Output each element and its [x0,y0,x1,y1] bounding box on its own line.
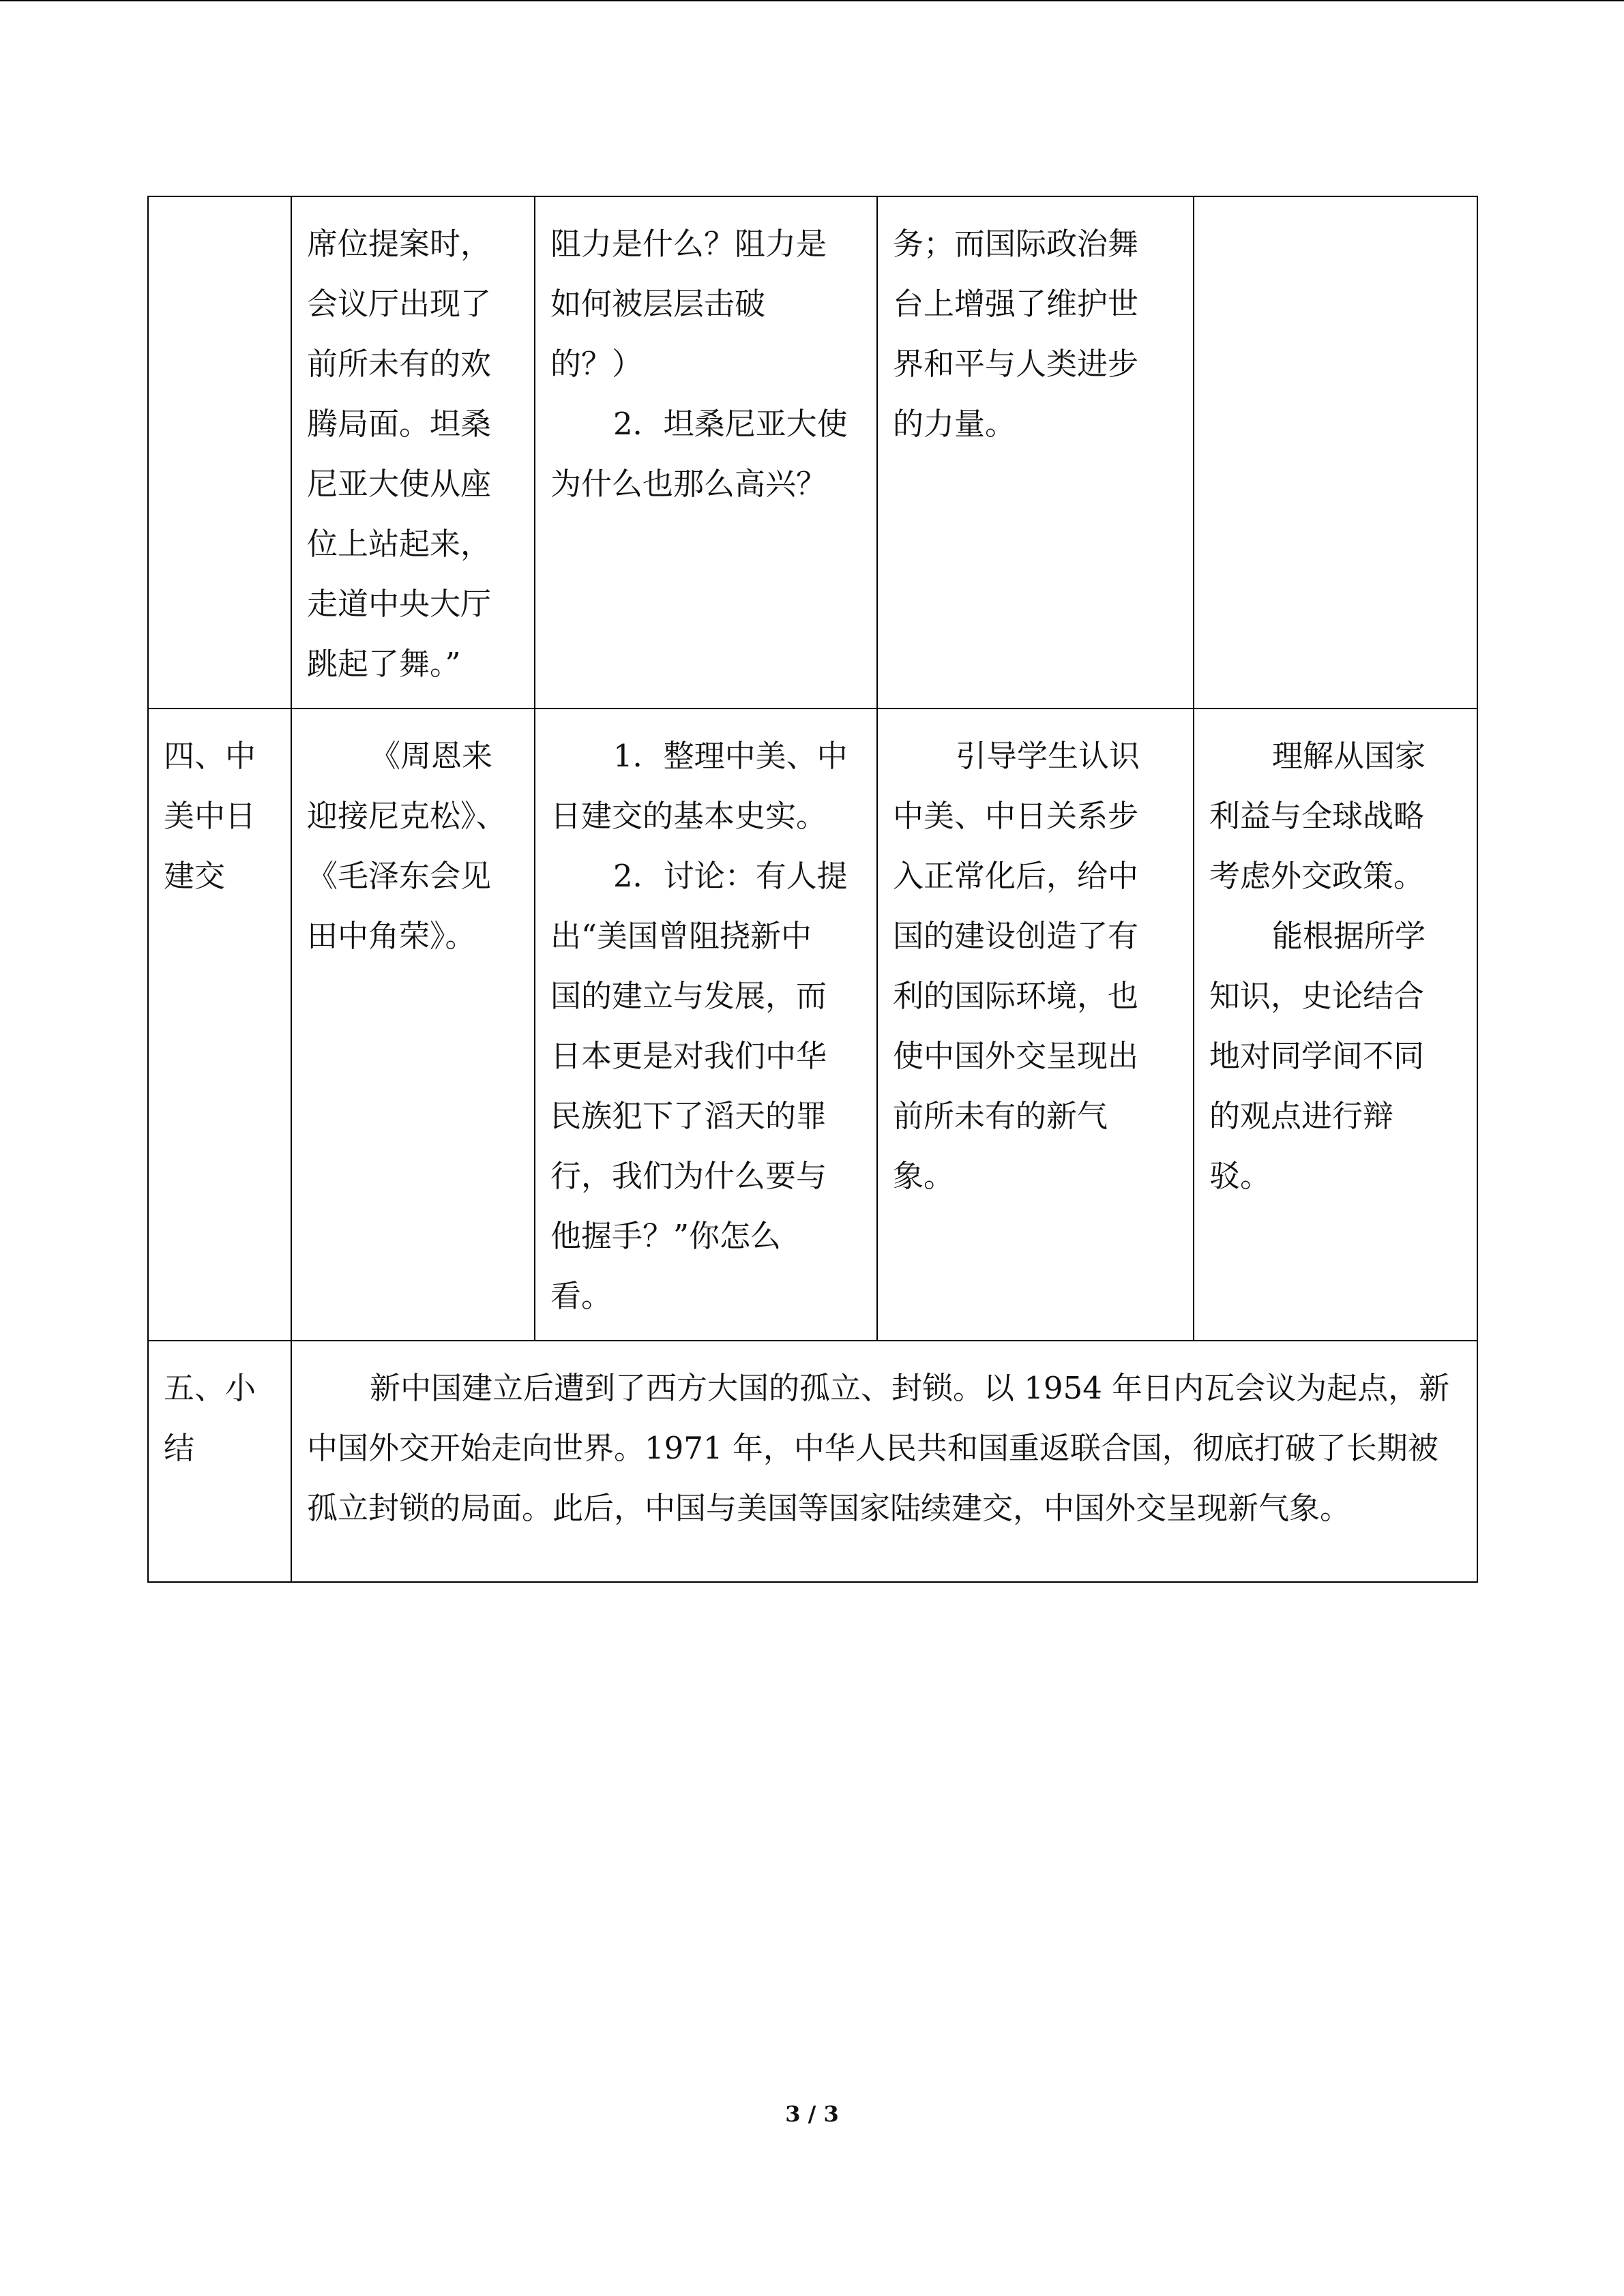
table-row [148,709,1477,1341]
summary-cell [291,1341,1477,1582]
cell-line: 台上增强了维护世 [893,286,1139,322]
cell-line: 驳。 [1209,1158,1271,1194]
cell-line: 象。 [893,1158,955,1194]
top-rule [0,0,1624,1]
cell-line: 跳起了舞。” [307,646,461,682]
cell-line: 入正常化后，给中 [893,858,1139,894]
cell-line: 中美、中日关系步 [893,798,1139,834]
cell-line: 腾局面。坦桑 [307,406,492,442]
activity-cell [535,709,877,1341]
cell-line: 2．坦桑尼亚大使 [613,406,848,442]
cell-line: 日建交的基本史实。 [550,798,827,834]
cell-line: 引导学生认识 [956,738,1140,774]
cell-line: 《毛泽东会见 [307,858,492,894]
cell-line: 迎接尼克松》、 [307,798,507,834]
cell-line: 前所未有的新气 [893,1098,1108,1134]
cell-line: 尼亚大使从座 [307,466,492,502]
cell-line: 的力量。 [893,406,1016,442]
cell-line: 行，我们为什么要与 [550,1158,827,1194]
goal-cell [1194,709,1477,1341]
material-cell [291,196,535,709]
material-cell [291,709,535,1341]
cell-line: 四、中 [164,738,256,774]
cell-line: 田中角荣》。 [307,918,476,954]
cell-line: 界和平与人类进步 [893,346,1139,382]
cell-line: 民族犯下了滔天的罪 [550,1098,827,1134]
cell-line: 会议厅出现了 [307,286,492,322]
cell-line: 美中日 [164,798,256,834]
stage-cell [148,709,291,1341]
cell-line: 地对同学间不同 [1209,1038,1425,1074]
cell-line: 走道中央大厅 [307,586,492,622]
cell-line: 国的建立与发展，而 [550,978,827,1014]
cell-line: 利益与全球战略 [1209,798,1425,834]
cell-line: 看。 [550,1278,612,1314]
cell-line: 前所未有的欢 [307,346,492,382]
cell-line: 考虑外交政策。 [1209,858,1425,894]
cell-line: 日本更是对我们中华 [550,1038,827,1074]
goal-cell [1194,196,1477,709]
cell-line: 能根据所学 [1272,918,1426,954]
cell-line: 建交 [164,858,226,894]
cell-line: 位上站起来， [307,526,492,562]
cell-line: 2．讨论：有人提 [613,858,848,894]
cell-line: 五、小 [164,1370,256,1406]
stage-cell [148,1341,291,1582]
lesson-plan-table [147,196,1478,1583]
page-number: 3 / 3 [785,2101,839,2127]
summary-text: 新中国建立后遭到了西方大国的孤立、封锁。以 1954 年日内瓦会议为起点，新中国外交开始走向世界。1971 年，中华人民共和国重返联合国，彻底打破了长期被孤立封锁的局面。此后，中国与美国等国家陆续建交，中国外交呈现新气象。 [307,1370,1450,1526]
table-row [148,196,1477,709]
cell-line: 使中国外交呈现出 [893,1038,1139,1074]
cell-line: 务；而国际政治舞 [893,226,1139,262]
cell-line: 为什么也那么高兴？ [550,466,827,502]
cell-line: 他握手？”你怎么 [550,1218,782,1254]
cell-line: 的观点进行辩 [1209,1098,1394,1134]
cell-line: 如何被层层击破 [550,286,766,322]
cell-line: 《周恩来 [370,738,493,774]
cell-line: 出“美国曾阻挠新中 [550,918,812,954]
cell-line: 理解从国家 [1272,738,1426,774]
cell-line: 席位提案时， [307,226,492,262]
cell-line: 利的国际环境，也 [893,978,1139,1014]
stage-cell [148,196,291,709]
cell-line: 结 [164,1430,195,1466]
cell-line: 1．整理中美、中 [613,738,848,774]
guidance-cell [877,709,1194,1341]
cell-line: 知识，史论结合 [1209,978,1425,1014]
cell-line: 阻力是什么？阻力是 [550,226,827,262]
cell-line: 国的建设创造了有 [893,918,1139,954]
summary-row [148,1341,1477,1582]
activity-cell [535,196,877,709]
cell-line: 的？） [550,346,643,382]
guidance-cell [877,196,1194,709]
